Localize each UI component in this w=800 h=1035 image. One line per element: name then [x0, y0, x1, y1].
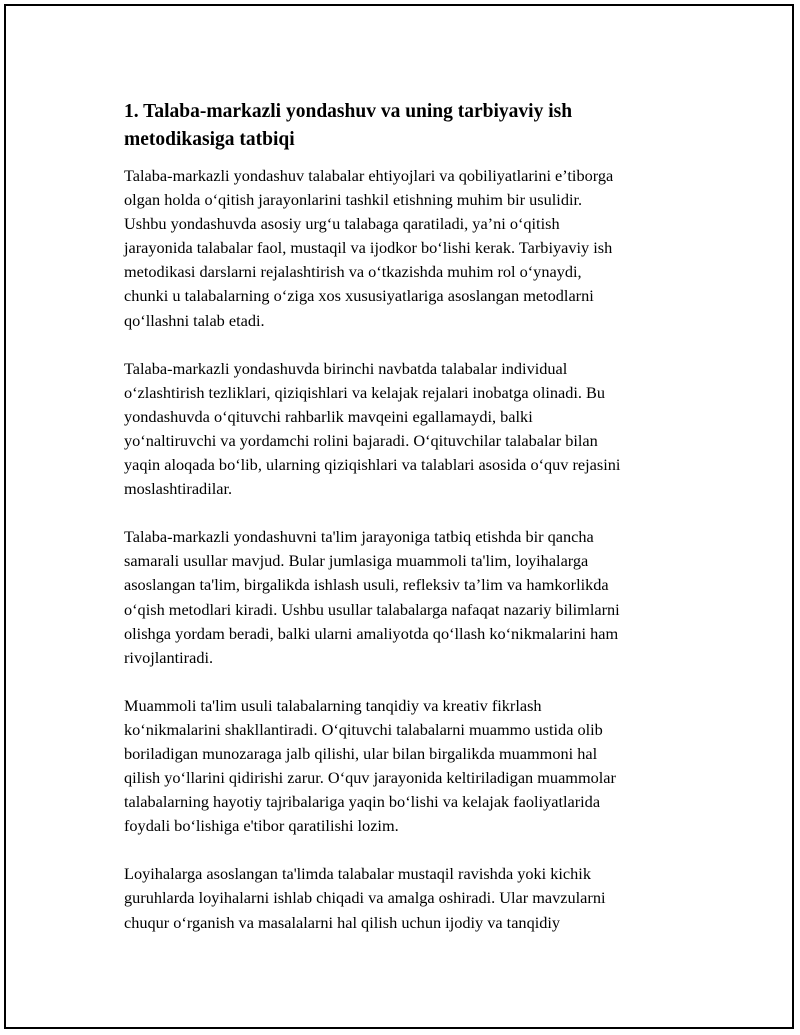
paragraph-5: [124, 862, 696, 934]
heading-line: metodikasiga tatbiqi: [124, 129, 295, 150]
paragraph-4: [124, 694, 696, 839]
text-line: Talaba-markazli yondashuvni ta'lim jarayoniga tatbiq etishda bir qancha: [124, 527, 594, 547]
section-heading: [124, 98, 696, 154]
text-line: foydali bo‘lishiga e'tibor qaratilishi lozim.: [124, 816, 399, 836]
text-line: qo‘llashni talab etadi.: [124, 310, 265, 330]
text-line: boriladigan munozaraga jalb qilishi, ular bilan birgalikda muammoni hal: [124, 743, 598, 763]
text-line: metodikasi darslarni rejalashtirish va o‘tkazishda muhim rol o‘ynaydi,: [124, 262, 582, 282]
text-line: yo‘naltiruvchi va yordamchi rolini bajaradi. O‘qituvchilar talabalar bilan: [124, 430, 598, 450]
text-line: qilish yo‘llarini qidirishi zarur. O‘quv jarayonida keltiriladigan muammolar: [124, 768, 616, 788]
text-line: chuqur o‘rganish va masalalarni hal qilish uchun ijodiy va tanqidiy: [124, 912, 561, 932]
paragraph-1: [124, 164, 696, 333]
text-line: asoslangan ta'lim, birgalikda ishlash usuli, refleksiv ta’lim va hamkorlikda: [124, 575, 609, 595]
paragraph-3: [124, 525, 696, 670]
text-line: yaqin aloqada bo‘lib, ularning qiziqishlari va talablari asosida o‘quv rejasini: [124, 455, 621, 475]
text-line: Ushbu yondashuvda asosiy urg‘u talabaga qaratiladi, ya’ni o‘qitish: [124, 214, 560, 234]
text-line: Muammoli ta'lim usuli talabalarning tanqidiy va kreativ fikrlash: [124, 695, 542, 715]
text-line: guruhlarda loyihalarni ishlab chiqadi va amalga oshiradi. Ular mavzularni: [124, 888, 606, 908]
text-line: olishga yordam beradi, balki ularni amaliyotda qo‘llash ko‘nikmalarini ham: [124, 623, 619, 643]
document-body: [124, 98, 696, 959]
text-line: samarali usullar mavjud. Bular jumlasiga muammoli ta'lim, loyihalarga: [124, 551, 589, 571]
text-line: Talaba-markazli yondashuv talabalar ehtiyojlari va qobiliyatlarini e’tiborga: [124, 166, 614, 185]
text-line: olgan holda o‘qitish jarayonlarini tashkil etishning muhim bir usulidir.: [124, 190, 583, 210]
heading-line: 1. Talaba-markazli yondashuv va uning tarbiyaviy ish: [124, 101, 573, 122]
text-line: moslashtiradilar.: [124, 479, 233, 499]
text-line: o‘qish metodlari kiradi. Ushbu usullar talabalarga nafaqat nazariy bilimlarni: [124, 599, 620, 619]
text-line: o‘zlashtirish tezliklari, qiziqishlari va kelajak rejalari inobatga olinadi. Bu: [124, 382, 606, 402]
text-line: yondashuvda o‘qituvchi rahbarlik mavqeini egallamaydi, balki: [124, 406, 533, 426]
text-line: jarayonida talabalar faol, mustaqil va ijodkor bo‘lishi kerak. Tarbiyaviy ish: [124, 238, 613, 258]
text-line: Loyihalarga asoslangan ta'limda talabalar mustaqil ravishda yoki kichik: [124, 864, 591, 884]
paragraph-2: [124, 357, 696, 502]
text-line: ko‘nikmalarini shakllantiradi. O‘qituvchi talabalarni muammo ustida olib: [124, 719, 603, 739]
text-line: Talaba-markazli yondashuvda birinchi navbatda talabalar individual: [124, 358, 568, 378]
text-line: talabalarning hayotiy tajribalariga yaqin bo‘lishi va kelajak faoliyatlarida: [124, 792, 601, 812]
text-line: rivojlantiradi.: [124, 647, 214, 667]
text-line: chunki u talabalarning o‘ziga xos xususiyatlariga asoslangan metodlarni: [124, 286, 594, 306]
page-frame: [4, 4, 794, 1029]
